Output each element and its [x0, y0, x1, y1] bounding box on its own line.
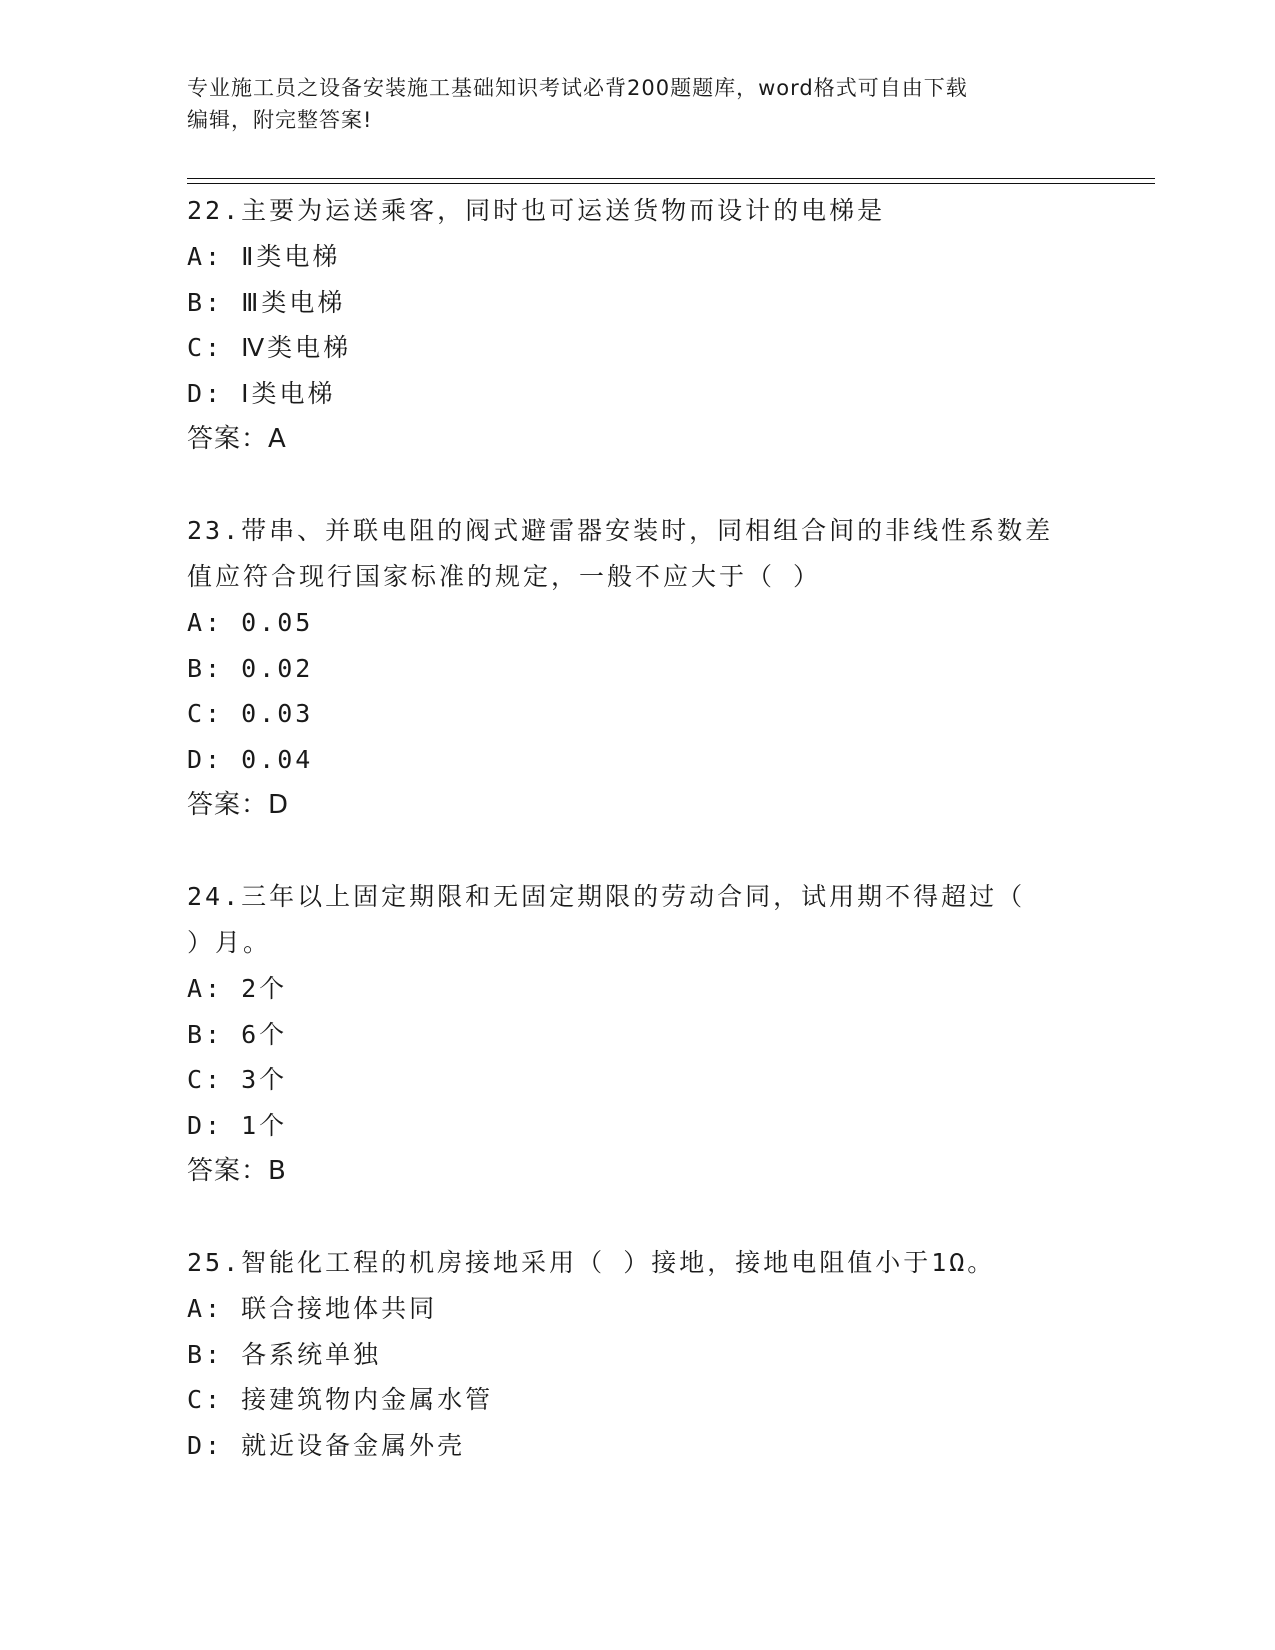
option-b [187, 1012, 1087, 1058]
question-stem-line: ）月。 [187, 928, 272, 957]
option-text: 联合接地体共同 [241, 1294, 438, 1323]
option-d [187, 1423, 1087, 1469]
option-c [187, 691, 1087, 737]
option-key: A: [187, 608, 224, 637]
answer-label: 答案：D [187, 790, 290, 820]
option-b [187, 646, 1087, 692]
option-d [187, 737, 1087, 783]
question-23 [187, 508, 1087, 828]
header-divider-bottom [187, 183, 1155, 184]
question-stem-line: 24.三年以上固定期限和无固定期限的劳动合同，试用期不得超过（ [187, 882, 1026, 911]
option-text: Ⅱ类电梯 [241, 242, 341, 271]
answer-label: 答案：B [187, 1156, 287, 1186]
option-text: 各系统单独 [241, 1339, 382, 1369]
option-c [187, 325, 1087, 371]
question-stem-line: 25.智能化工程的机房接地采用（ ）接地，接地电阻值小于1Ω。 [187, 1248, 996, 1277]
option-text: 6个 [241, 1019, 288, 1049]
option-text: 接建筑物内金属水管 [241, 1385, 494, 1414]
option-b [187, 1332, 1087, 1378]
option-key: D: [187, 1430, 224, 1460]
question-list [187, 188, 1087, 1514]
question-22 [187, 188, 1087, 462]
option-d [187, 1103, 1087, 1149]
option-key: B: [187, 1339, 224, 1369]
question-stem [187, 508, 1087, 600]
option-key: D: [187, 378, 224, 408]
option-key: B: [187, 287, 224, 317]
option-b [187, 280, 1087, 326]
answer-label: 答案：A [187, 424, 287, 454]
question-stem-line: 22.主要为运送乘客，同时也可运送货物而设计的电梯是 [187, 196, 886, 225]
question-25 [187, 1240, 1087, 1468]
option-text: Ⅳ类电梯 [241, 333, 352, 362]
question-24 [187, 874, 1087, 1194]
option-key: B: [187, 1019, 224, 1049]
option-text: 1个 [241, 1110, 288, 1140]
option-text: 2个 [241, 974, 288, 1003]
option-key: A: [187, 242, 224, 271]
option-a [187, 966, 1087, 1012]
option-key: D: [187, 744, 224, 774]
option-a [187, 1286, 1087, 1332]
option-key: D: [187, 1110, 224, 1140]
option-c [187, 1377, 1087, 1423]
option-d [187, 371, 1087, 417]
question-stem-line: 23.带串、并联电阻的阀式避雷器安装时，同相组合间的非线性系数差 [187, 516, 1054, 545]
document-header [187, 72, 1067, 136]
option-text: 0.04 [241, 744, 314, 774]
option-a [187, 234, 1087, 280]
option-text: 0.05 [241, 608, 314, 637]
option-key: A: [187, 974, 224, 1003]
header-divider-top [187, 178, 1155, 179]
question-stem [187, 874, 1087, 966]
option-key: C: [187, 333, 224, 362]
option-text: 0.02 [241, 653, 314, 683]
option-text: 就近设备金属外壳 [241, 1430, 466, 1460]
option-text: Ⅰ类电梯 [241, 378, 336, 408]
question-stem [187, 1240, 1087, 1286]
question-stem-line: 值应符合现行国家标准的规定，一般不应大于（ ） [187, 562, 822, 591]
option-key: C: [187, 699, 224, 728]
option-key: C: [187, 1385, 224, 1414]
header-title-line-1: 专业施工员之设备安装施工基础知识考试必背200题题库，word格式可自由下载 [187, 76, 968, 100]
option-text: Ⅲ类电梯 [241, 287, 346, 317]
option-c [187, 1057, 1087, 1103]
option-key: C: [187, 1065, 224, 1094]
header-title-line-2: 编辑，附完整答案! [187, 108, 373, 132]
option-text: 0.03 [241, 699, 314, 728]
option-a [187, 600, 1087, 646]
option-text: 3个 [241, 1065, 288, 1094]
option-key: A: [187, 1294, 224, 1323]
question-stem [187, 188, 1087, 234]
option-key: B: [187, 653, 224, 683]
